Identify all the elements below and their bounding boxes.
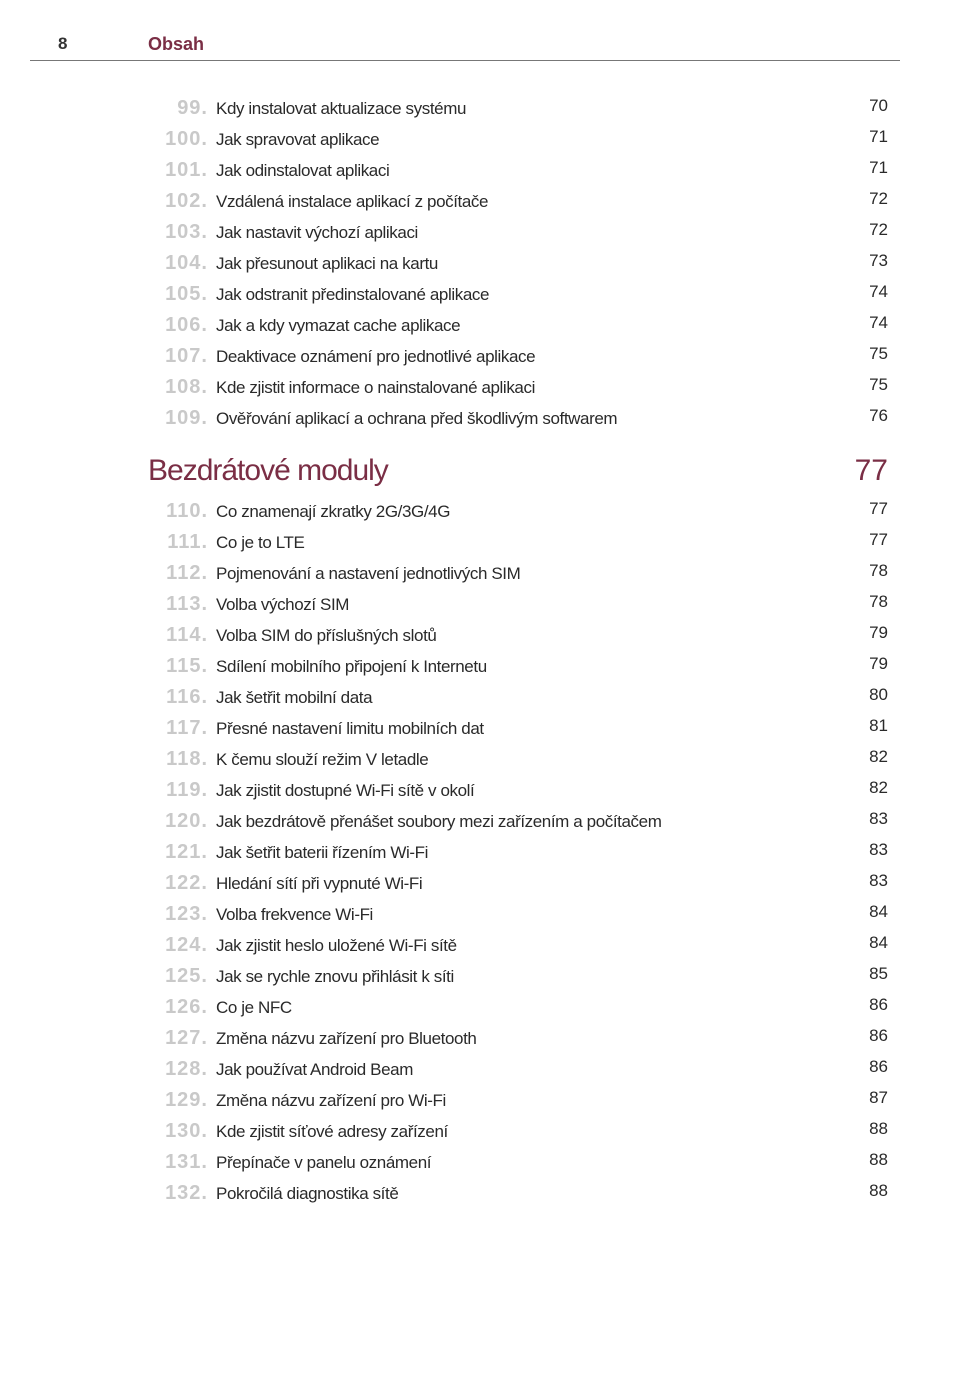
toc-entry-number: 119. bbox=[166, 779, 208, 801]
toc-list-after bbox=[0, 496, 960, 1209]
toc-entry bbox=[0, 93, 960, 124]
toc-entry-title: Jak zjistit dostupné Wi-Fi sítě v okolí bbox=[216, 781, 475, 800]
toc-entry-title: Změna názvu zařízení pro Bluetooth bbox=[216, 1029, 477, 1048]
toc-entry-number: 124. bbox=[165, 934, 208, 956]
toc-entry-page: 82 bbox=[869, 778, 888, 797]
toc-entry-title: Kdy instalovat aktualizace systému bbox=[216, 99, 467, 118]
toc-entry bbox=[0, 1147, 960, 1178]
toc-entry-number: 115. bbox=[166, 655, 208, 677]
toc-entry-page: 71 bbox=[869, 127, 888, 146]
toc-entry-title: Ověřování aplikací a ochrana před škodlivým softwarem bbox=[216, 409, 618, 428]
toc-entry-page: 72 bbox=[869, 220, 888, 239]
toc-entry-page: 70 bbox=[869, 96, 888, 115]
toc-entry-page: 72 bbox=[869, 189, 888, 208]
toc-entry bbox=[0, 248, 960, 279]
toc-entry-page: 74 bbox=[869, 282, 888, 301]
toc-entry bbox=[0, 1178, 960, 1209]
toc-entry-number: 130. bbox=[165, 1120, 208, 1142]
toc-entry-title: Jak odinstalovat aplikaci bbox=[216, 161, 390, 180]
toc-entry-page: 76 bbox=[869, 406, 888, 425]
toc-entry bbox=[0, 217, 960, 248]
toc-entry-title: Jak nastavit výchozí aplikaci bbox=[216, 223, 418, 242]
toc-entry bbox=[0, 558, 960, 589]
toc-entry-number: 100. bbox=[165, 128, 208, 150]
toc-entry-title: Volba výchozí SIM bbox=[216, 595, 350, 614]
toc-entry-title: Vzdálená instalace aplikací z počítače bbox=[216, 192, 489, 211]
toc-entry-title: Jak zjistit heslo uložené Wi-Fi sítě bbox=[216, 936, 457, 955]
toc-entry bbox=[0, 775, 960, 806]
toc-entry bbox=[0, 899, 960, 930]
toc-entry-title: Sdílení mobilního připojení k Internetu bbox=[216, 657, 487, 676]
toc-entry-number: 101. bbox=[165, 159, 208, 181]
toc-entry bbox=[0, 868, 960, 899]
toc-entry-number: 105. bbox=[165, 283, 208, 305]
toc-entry-number: 102. bbox=[165, 190, 208, 212]
toc-entry-number: 111. bbox=[167, 531, 208, 553]
toc-entry-title: Jak spravovat aplikace bbox=[216, 130, 380, 149]
toc-entry-number: 112. bbox=[166, 562, 208, 584]
toc-entry-title: Volba SIM do příslušných slotů bbox=[216, 626, 437, 645]
toc-entry-number: 120. bbox=[165, 810, 208, 832]
toc-entry-title: Přepínače v panelu oznámení bbox=[216, 1153, 432, 1172]
table-of-contents bbox=[0, 93, 960, 1209]
toc-entry-number: 127. bbox=[165, 1027, 208, 1049]
toc-entry-page: 83 bbox=[869, 871, 888, 890]
toc-entry-page: 88 bbox=[869, 1119, 888, 1138]
toc-entry bbox=[0, 496, 960, 527]
page-number: 8 bbox=[58, 34, 68, 53]
toc-entry-title: Kde zjistit informace o nainstalované aplikaci bbox=[216, 378, 535, 397]
toc-entry-number: 129. bbox=[165, 1089, 208, 1111]
toc-entry bbox=[0, 620, 960, 651]
toc-entry-page: 74 bbox=[869, 313, 888, 332]
toc-entry bbox=[0, 279, 960, 310]
toc-entry bbox=[0, 744, 960, 775]
toc-entry bbox=[0, 341, 960, 372]
toc-entry-title: Jak odstranit předinstalované aplikace bbox=[216, 285, 490, 304]
toc-entry bbox=[0, 837, 960, 868]
toc-entry bbox=[0, 372, 960, 403]
toc-entry-number: 114. bbox=[166, 624, 208, 646]
page-header bbox=[0, 0, 960, 62]
section-title: Bezdrátové moduly bbox=[148, 454, 388, 487]
toc-entry-title: K čemu slouží režim V letadle bbox=[216, 750, 429, 769]
toc-entry-title: Co je NFC bbox=[216, 998, 292, 1017]
toc-entry-page: 77 bbox=[869, 530, 888, 549]
toc-entry bbox=[0, 155, 960, 186]
toc-entry-page: 86 bbox=[869, 1057, 888, 1076]
toc-entry-title: Jak a kdy vymazat cache aplikace bbox=[216, 316, 461, 335]
toc-entry-title: Jak šetřit mobilní data bbox=[216, 688, 373, 707]
toc-entry-title: Přesné nastavení limitu mobilních dat bbox=[216, 719, 484, 738]
toc-entry-title: Co je to LTE bbox=[216, 533, 305, 552]
toc-entry-page: 82 bbox=[869, 747, 888, 766]
toc-entry-page: 71 bbox=[869, 158, 888, 177]
toc-entry-page: 78 bbox=[869, 592, 888, 611]
toc-entry-page: 81 bbox=[869, 716, 888, 735]
toc-entry bbox=[0, 310, 960, 341]
toc-entry-page: 80 bbox=[869, 685, 888, 704]
toc-entry bbox=[0, 713, 960, 744]
toc-entry-number: 125. bbox=[165, 965, 208, 987]
toc-entry-title: Jak přesunout aplikaci na kartu bbox=[216, 254, 438, 273]
toc-entry-title: Volba frekvence Wi-Fi bbox=[216, 905, 373, 924]
toc-entry-page: 83 bbox=[869, 840, 888, 859]
toc-entry-title: Jak se rychle znovu přihlásit k síti bbox=[216, 967, 454, 986]
toc-entry-page: 78 bbox=[869, 561, 888, 580]
toc-entry bbox=[0, 651, 960, 682]
toc-entry-title: Jak používat Android Beam bbox=[216, 1060, 413, 1079]
toc-entry-title: Pojmenování a nastavení jednotlivých SIM bbox=[216, 564, 521, 583]
toc-entry-page: 79 bbox=[869, 623, 888, 642]
toc-entry-number: 110. bbox=[166, 500, 208, 522]
toc-entry-page: 75 bbox=[869, 375, 888, 394]
toc-entry-number: 132. bbox=[165, 1182, 208, 1204]
toc-entry-number: 121. bbox=[165, 841, 208, 863]
toc-entry-number: 99. bbox=[177, 97, 208, 119]
toc-entry-title: Hledání sítí při vypnuté Wi-Fi bbox=[216, 874, 423, 893]
toc-entry-number: 131. bbox=[165, 1151, 208, 1173]
toc-entry bbox=[0, 124, 960, 155]
toc-entry-page: 79 bbox=[869, 654, 888, 673]
toc-entry-number: 113. bbox=[166, 593, 208, 615]
toc-entry bbox=[0, 682, 960, 713]
toc-entry bbox=[0, 992, 960, 1023]
toc-entry-title: Pokročilá diagnostika sítě bbox=[216, 1184, 399, 1203]
toc-entry-title: Deaktivace oznámení pro jednotlivé aplikace bbox=[216, 347, 536, 366]
toc-entry-number: 108. bbox=[165, 376, 208, 398]
toc-entry-page: 88 bbox=[869, 1150, 888, 1169]
toc-entry-page: 86 bbox=[869, 1026, 888, 1045]
toc-entry-page: 73 bbox=[869, 251, 888, 270]
toc-entry-number: 103. bbox=[165, 221, 208, 243]
toc-entry-number: 128. bbox=[165, 1058, 208, 1080]
section-page-number: 77 bbox=[854, 454, 888, 487]
toc-entry bbox=[0, 589, 960, 620]
toc-entry bbox=[0, 1085, 960, 1116]
toc-entry-page: 75 bbox=[869, 344, 888, 363]
toc-entry-title: Kde zjistit síťové adresy zařízení bbox=[216, 1122, 448, 1141]
toc-entry-page: 83 bbox=[869, 809, 888, 828]
section-heading bbox=[0, 434, 960, 496]
toc-entry bbox=[0, 1054, 960, 1085]
toc-entry-number: 126. bbox=[165, 996, 208, 1018]
toc-entry-number: 123. bbox=[165, 903, 208, 925]
toc-entry-number: 104. bbox=[165, 252, 208, 274]
toc-entry-page: 84 bbox=[869, 933, 888, 952]
toc-entry-title: Jak šetřit baterii řízením Wi-Fi bbox=[216, 843, 429, 862]
toc-entry bbox=[0, 1023, 960, 1054]
toc-entry bbox=[0, 527, 960, 558]
toc-entry-number: 117. bbox=[166, 717, 208, 739]
toc-entry bbox=[0, 1116, 960, 1147]
toc-list-before bbox=[0, 93, 960, 434]
toc-entry-title: Změna názvu zařízení pro Wi-Fi bbox=[216, 1091, 446, 1110]
toc-entry-page: 87 bbox=[869, 1088, 888, 1107]
toc-entry-number: 106. bbox=[165, 314, 208, 336]
toc-entry bbox=[0, 961, 960, 992]
toc-entry-number: 109. bbox=[165, 407, 208, 429]
toc-entry-number: 116. bbox=[166, 686, 208, 708]
toc-entry-number: 122. bbox=[165, 872, 208, 894]
toc-entry-page: 84 bbox=[869, 902, 888, 921]
toc-entry-page: 86 bbox=[869, 995, 888, 1014]
toc-entry bbox=[0, 806, 960, 837]
toc-entry-page: 88 bbox=[869, 1181, 888, 1200]
toc-entry-page: 77 bbox=[869, 499, 888, 518]
toc-entry-number: 107. bbox=[165, 345, 208, 367]
toc-entry-title: Jak bezdrátově přenášet soubory mezi zařízením a počítačem bbox=[216, 812, 662, 831]
toc-entry bbox=[0, 403, 960, 434]
toc-entry-title: Co znamenají zkratky 2G/3G/4G bbox=[216, 502, 451, 521]
toc-entry bbox=[0, 186, 960, 217]
toc-entry bbox=[0, 930, 960, 961]
toc-entry-page: 85 bbox=[869, 964, 888, 983]
running-head: Obsah bbox=[148, 34, 205, 54]
toc-entry-number: 118. bbox=[166, 748, 208, 770]
header-rule bbox=[30, 60, 900, 61]
